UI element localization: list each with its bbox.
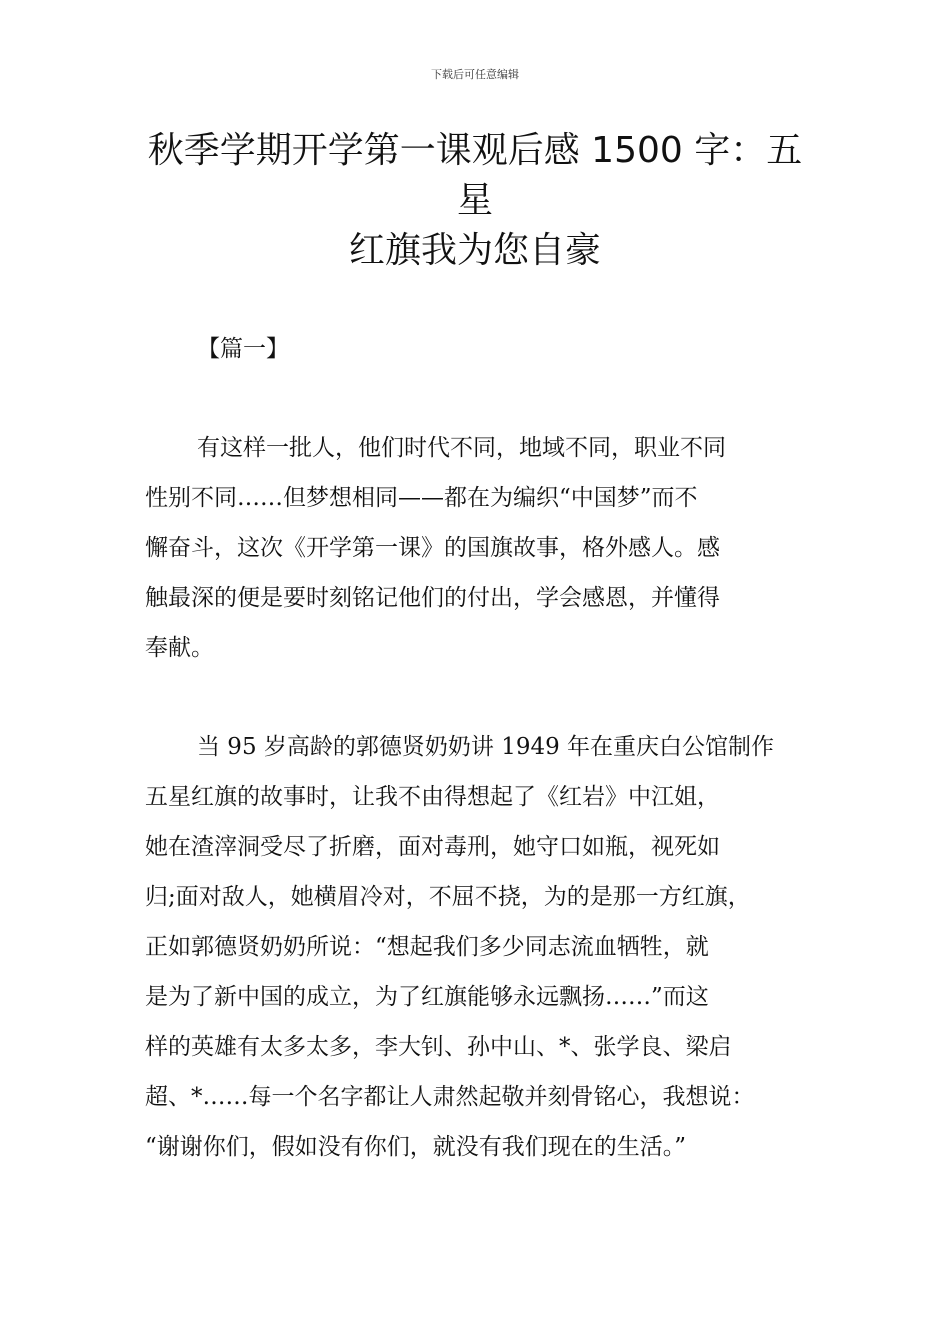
paragraph-line: “谢谢你们，假如没有你们，就没有我们现在的生活。” [145,1134,687,1160]
title-line-1: 秋季学期开学第一课观后感 1500 字：五星 [147,130,803,221]
paragraph-line: 是为了新中国的成立，为了红旗能够永远飘扬……”而这 [145,984,709,1010]
paragraph-line: 有这样一批人，他们时代不同，地域不同，职业不同 [197,435,726,461]
paragraph-line: 五星红旗的故事时，让我不由得想起了《红岩》中江姐， [145,784,720,810]
paragraph-line: 当 95 岁高龄的郭德贤奶奶讲 1949 年在重庆白公馆制作 [197,734,775,760]
paragraph-line: 归;面对敌人，她横眉冷对，不屈不挠，为的是那一方红旗， [145,884,751,910]
paragraph-1 [145,423,835,673]
section-label: 【篇一】 [197,336,289,362]
paragraph-line: 懈奋斗，这次《开学第一课》的国旗故事，格外感人。感 [145,535,720,561]
document-title [130,126,820,276]
paragraph-2 [145,722,835,1172]
paragraph-line: 她在渣滓洞受尽了折磨，面对毒刑，她守口如瓶，视死如 [145,834,720,860]
title-line-2: 红旗我为您自豪 [348,230,601,271]
paragraph-line: 性别不同……但梦想相同——都在为编织“中国梦”而不 [145,485,698,511]
paragraph-line: 触最深的便是要时刻铭记他们的付出，学会感恩，并懂得 [145,585,720,611]
page-header-note: 下载后可任意编辑 [431,68,519,81]
paragraph-line: 奉献。 [145,635,214,661]
paragraph-line: 正如郭德贤奶奶所说：“想起我们多少同志流血牺牲，就 [145,934,709,960]
paragraph-line: 超、*……每一个名字都让人肃然起敬并刻骨铭心，我想说： [145,1084,755,1110]
paragraph-line: 样的英雄有太多太多，李大钊、孙中山、*、张学良、梁启 [145,1034,732,1060]
